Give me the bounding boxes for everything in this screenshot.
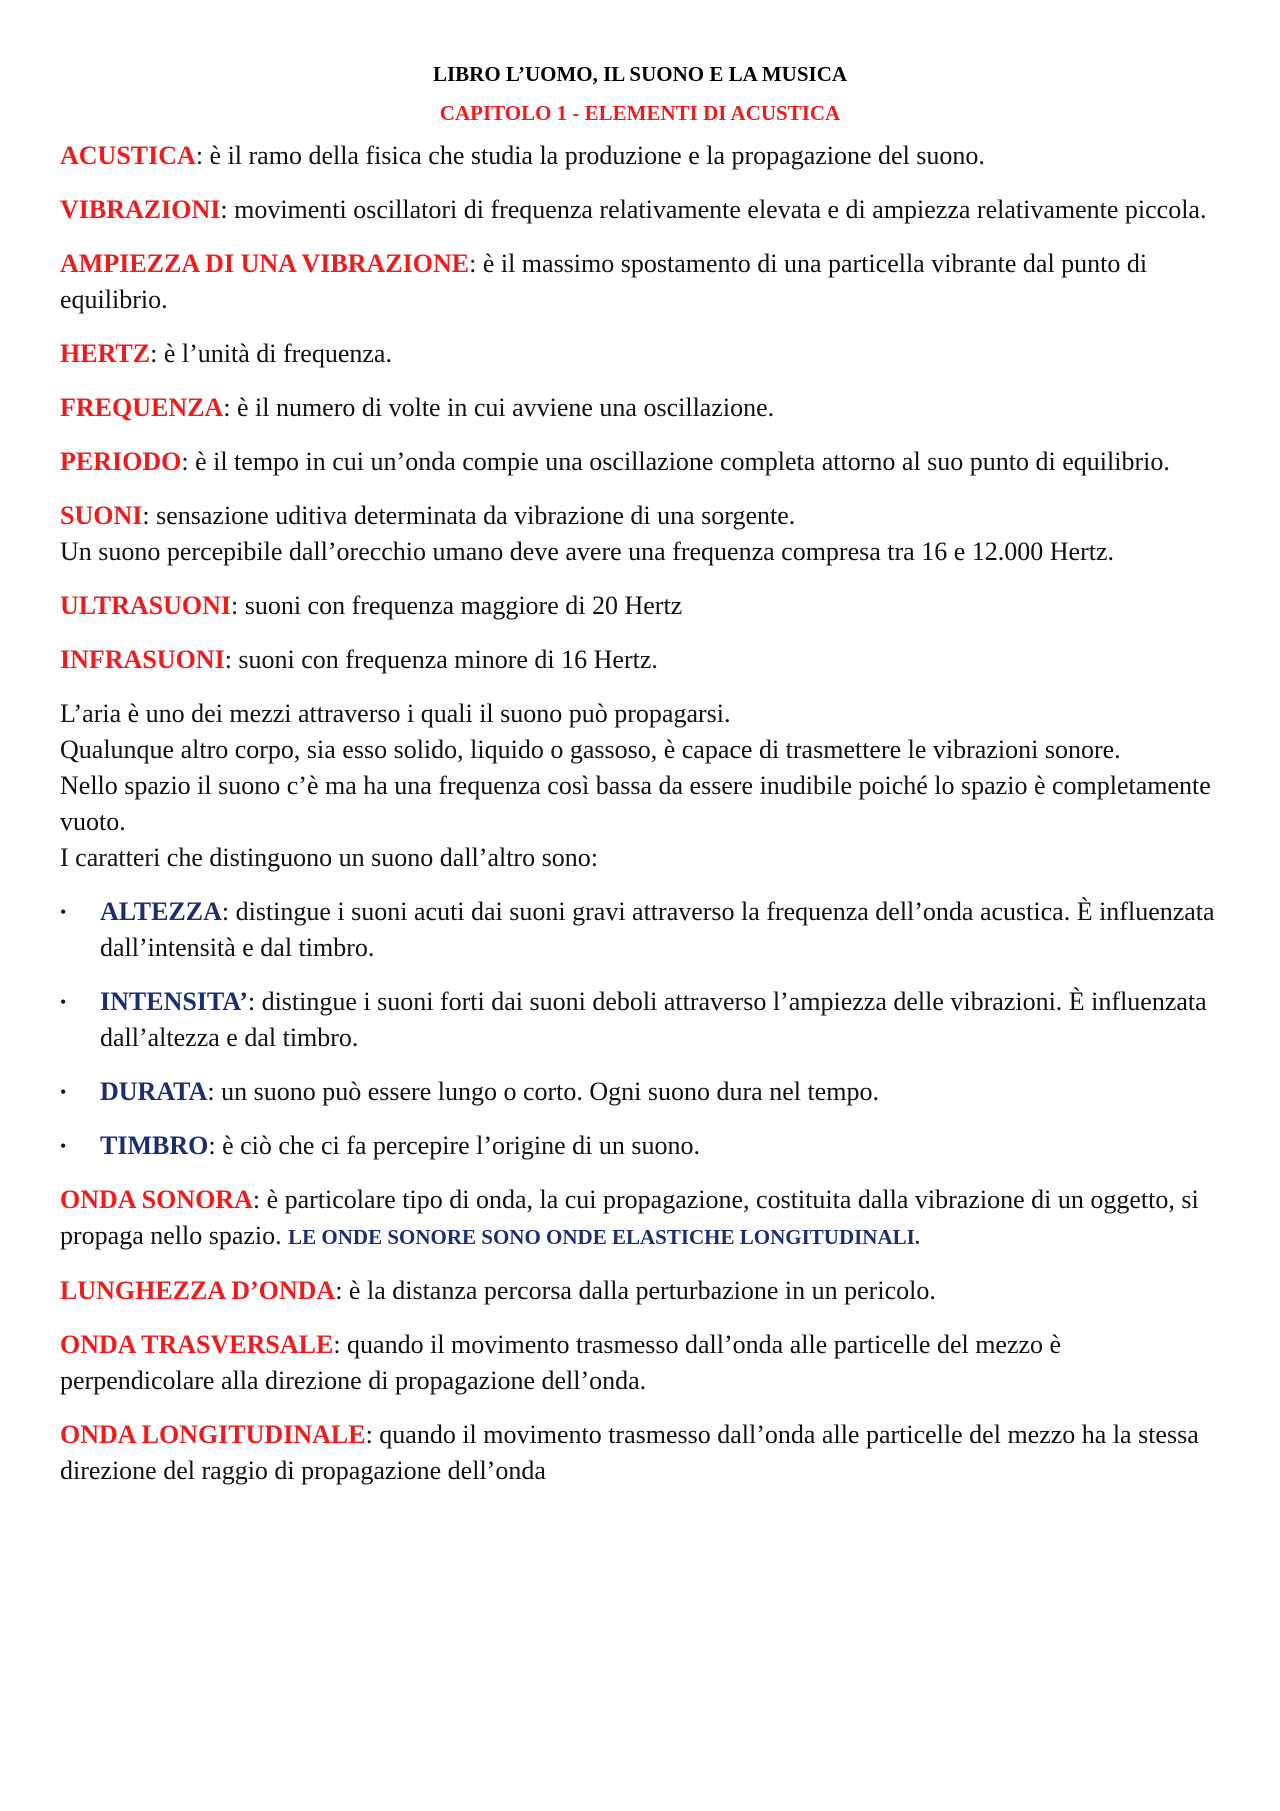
definition-frequenza bbox=[60, 390, 1220, 426]
term: ALTEZZA bbox=[100, 897, 222, 926]
definition-onda-trasversale bbox=[60, 1327, 1220, 1399]
term: INTENSITA’ bbox=[100, 987, 248, 1016]
body-line: I caratteri che distinguono un suono dall’altro sono: bbox=[60, 843, 598, 872]
definition-text: : è particolare tipo di onda, la cui propagazione, costituita dalla vibrazione di un oggetto, si propaga nello spazio. bbox=[60, 1185, 1199, 1250]
body-line: Qualunque altro corpo, sia esso solido, liquido o gassoso, è capace di trasmettere le vibrazioni sonore. bbox=[60, 735, 1121, 764]
definition-text: : suoni con frequenza maggiore di 20 Hertz bbox=[230, 591, 683, 620]
definition-text: : è il massimo spostamento di una particella vibrante dal punto di equilibrio. bbox=[60, 249, 1148, 314]
term: LUNGHEZZA D’ONDA bbox=[60, 1276, 336, 1305]
list-item bbox=[60, 984, 1220, 1056]
term: ONDA SONORA bbox=[60, 1185, 253, 1214]
bullet-icon: • bbox=[60, 1082, 67, 1102]
definition-hertz bbox=[60, 336, 1220, 372]
term: PERIODO bbox=[60, 447, 182, 476]
term: SUONI bbox=[60, 501, 143, 530]
definition-text: : suoni con frequenza minore di 16 Hertz. bbox=[224, 645, 658, 674]
item-text: : distingue i suoni forti dai suoni deboli attraverso l’ampiezza delle vibrazioni. È influenzata dall’altezza e dal timbro. bbox=[100, 987, 1207, 1052]
definition-acustica bbox=[60, 138, 1220, 174]
list-item bbox=[60, 1074, 1220, 1110]
term: AMPIEZZA DI UNA VIBRAZIONE bbox=[60, 249, 470, 278]
definition-periodo bbox=[60, 444, 1220, 480]
highlight-note: LE ONDE SONORE SONO ONDE ELASTICHE LONGITUDINALI. bbox=[288, 1225, 921, 1249]
term: ACUSTICA bbox=[60, 141, 196, 170]
term: INFRASUONI bbox=[60, 645, 225, 674]
term: ONDA TRASVERSALE bbox=[60, 1330, 334, 1359]
term: ONDA LONGITUDINALE bbox=[60, 1420, 366, 1449]
definition-text: : quando il movimento trasmesso dall’onda alle particelle del mezzo ha la stessa direzione del raggio di propagazione dell’onda bbox=[60, 1420, 1199, 1485]
definition-text: : è l’unità di frequenza. bbox=[150, 339, 392, 368]
definition-text: : è il tempo in cui un’onda compie una oscillazione completa attorno al suo punto di equilibrio. bbox=[181, 447, 1170, 476]
definition-onda-sonora bbox=[60, 1182, 1220, 1255]
term: ULTRASUONI bbox=[60, 591, 231, 620]
term: DURATA bbox=[100, 1077, 208, 1106]
definition-lunghezza-onda bbox=[60, 1273, 1220, 1309]
body-line: L’aria è uno dei mezzi attraverso i quali il suono può propagarsi. bbox=[60, 699, 731, 728]
definition-vibrazioni bbox=[60, 192, 1220, 228]
characteristics-list bbox=[60, 894, 1220, 1164]
item-text: : distingue i suoni acuti dai suoni gravi attraverso la frequenza dell’onda acustica. È influenzata dall’intensità e dal timbro. bbox=[100, 897, 1215, 962]
definition-text: : è la distanza percorsa dalla perturbazione in un pericolo. bbox=[335, 1276, 936, 1305]
chapter-title: CAPITOLO 1 - ELEMENTI DI ACUSTICA bbox=[439, 101, 841, 125]
term: FREQUENZA bbox=[60, 393, 224, 422]
body-line: Nello spazio il suono c’è ma ha una frequenza così bassa da essere inudibile poiché lo spazio è completamente vuoto. bbox=[60, 771, 1211, 836]
definition-ampiezza bbox=[60, 246, 1220, 318]
definition-suoni bbox=[60, 498, 1220, 570]
list-item bbox=[60, 1128, 1220, 1164]
definition-text: : è il ramo della fisica che studia la produzione e la propagazione del suono. bbox=[195, 141, 985, 170]
item-text: : un suono può essere lungo o corto. Ogni suono dura nel tempo. bbox=[207, 1077, 879, 1106]
definition-infrasuoni bbox=[60, 642, 1220, 678]
bullet-icon: • bbox=[60, 902, 67, 922]
term: HERTZ bbox=[60, 339, 151, 368]
item-text: : è ciò che ci fa percepire l’origine di un suono. bbox=[208, 1131, 700, 1160]
bullet-icon: • bbox=[60, 992, 67, 1012]
definition-text: : movimenti oscillatori di frequenza relativamente elevata e di ampiezza relativamente piccola. bbox=[220, 195, 1207, 224]
term: VIBRAZIONI bbox=[60, 195, 221, 224]
definition-extra: Un suono percepibile dall’orecchio umano deve avere una frequenza compresa tra 16 e 12.000 Hertz. bbox=[60, 537, 1114, 566]
definition-ultrasuoni bbox=[60, 588, 1220, 624]
definition-text: : è il numero di volte in cui avviene una oscillazione. bbox=[223, 393, 775, 422]
term: TIMBRO bbox=[100, 1131, 209, 1160]
list-item bbox=[60, 894, 1220, 966]
definition-onda-longitudinale bbox=[60, 1417, 1220, 1489]
definition-text: : sensazione uditiva determinata da vibrazione di una sorgente. bbox=[142, 501, 796, 530]
definition-text: : quando il movimento trasmesso dall’onda alle particelle del mezzo è perpendicolare alla direzione di propagazione dell’onda. bbox=[60, 1330, 1062, 1395]
book-title: LIBRO L’UOMO, IL SUONO E LA MUSICA bbox=[432, 62, 848, 86]
bullet-icon: • bbox=[60, 1136, 67, 1156]
body-paragraph bbox=[60, 696, 1220, 876]
